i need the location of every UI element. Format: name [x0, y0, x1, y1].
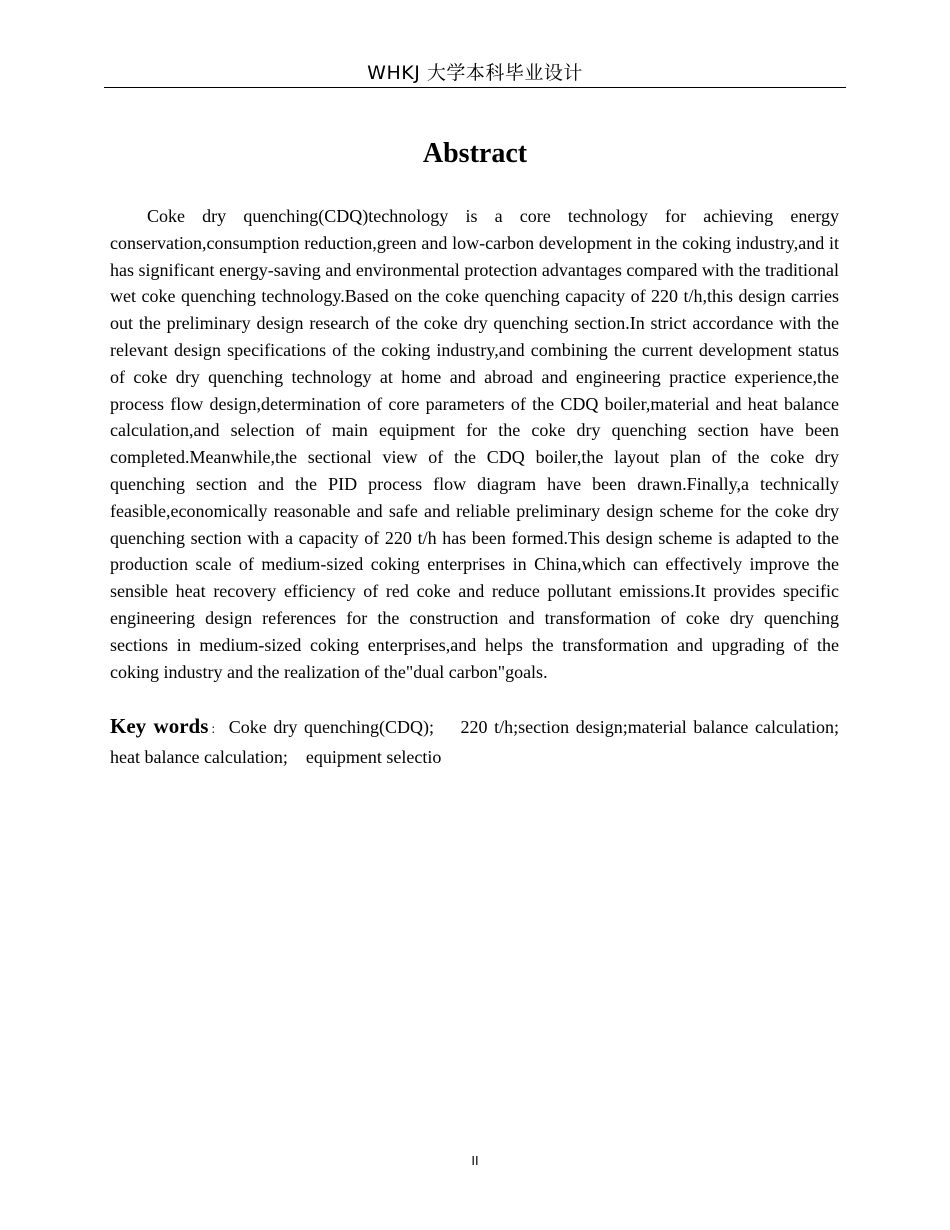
header-text: WHKJ 大学本科毕业设计 — [367, 62, 583, 84]
page-header — [104, 60, 846, 88]
keywords-text: Coke dry quenching(CDQ); 220 t/h;section design;material balance calculation; heat balance calculation; equipment selectio — [110, 717, 844, 767]
abstract-paragraph: Coke dry quenching(CDQ)technology is a core technology for achieving energy conservation,consumption reduction,green and low-carbon development in the coking industry,and it has significant energy-saving and environmental protection advantages compared with the traditional wet coke quenching technology.Based on the coke quenching capacity of 220 t/h,this design carries out the preliminary design research of the coke dry quenching section.In strict accordance with the relevant design specifications of the coking industry,and combining the current development status of coke dry quenching technology at home and abroad and engineering practice experience,the process flow design,determination of core parameters of the CDQ boiler,material and heat balance calculation,and selection of main equipment for the coke dry quenching section have been completed.Meanwhile,the sectional view of the CDQ boiler,the layout plan of the coke dry quenching section and the PID process flow diagram have been drawn.Finally,a technically feasible,economically reasonable and safe and reliable preliminary design scheme for the coke dry quenching section with a capacity of 220 t/h has been formed.This design scheme is adapted to the production scale of medium-sized coking enterprises in China,which can effectively improve the sensible heat recovery efficiency of red coke and reduce pollutant emissions.It provides specific engineering design references for the construction and transformation of coke dry quenching sections in medium-sized coking enterprises,and helps the transformation and upgrading of the coking industry and the realization of the"dual carbon"goals. — [110, 206, 839, 682]
page-number: II — [471, 1153, 479, 1168]
keywords-section — [110, 712, 844, 771]
keywords-label: Key words — [110, 714, 209, 738]
abstract-title: Abstract — [422, 138, 528, 169]
keywords-separator: ： — [208, 722, 225, 736]
